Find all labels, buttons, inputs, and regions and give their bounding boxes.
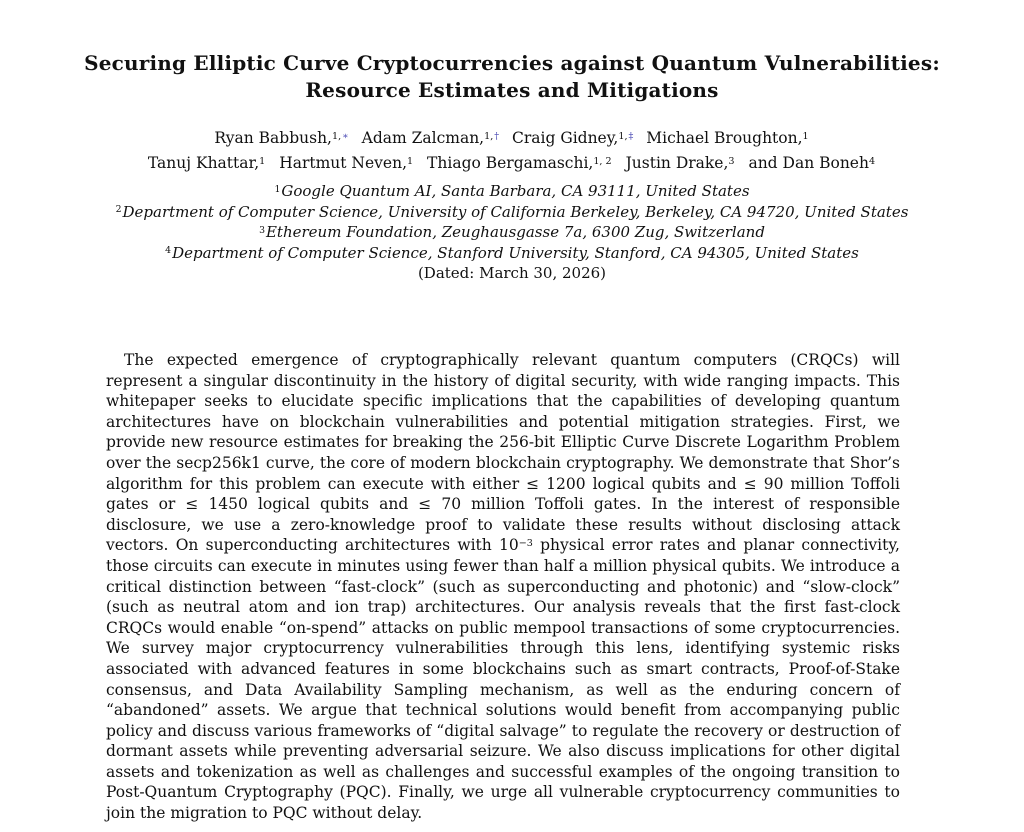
author-line-2 [0, 151, 1024, 176]
paper-title [0, 0, 1024, 104]
paper-title-line-1: Securing Elliptic Curve Cryptocurrencies against Quantum Vulnerabilities: [84, 51, 940, 75]
affiliation-2: $^2$Department of Computer Science, University of California Berkeley, Berkeley, CA 94720, United States [115, 202, 909, 221]
affiliation-number: 1 [274, 183, 281, 195]
abstract-text-part-1: The expected emergence of cryptographically relevant quantum computers (CRQCs) will represent a singular discontinuity in the history of digital security, with wide ranging impacts. This whitepaper seeks to elucidate specific implications that the capabilities of developing quantum architectures have on blockchain vulnerabilities and potential mitigation strategies. First, we provide new resource estimates for breaking the 256-bit Elliptic Curve Discrete Logarithm Problem over the secp256k1 curve, the core of modern blockchain cryptography. We demonstrate that Shor’s algorithm for this problem can execute with either ≤ 1200 logical qubits and ≤ 90 million Toffoli gates or ≤ 1450 logical qubits and ≤ 70 million Toffoli gates. In the interest of responsible disclosure, we use a zero-knowledge proof to validate these results without disclosing attack vectors. On superconducting architectures with 10 [106, 351, 900, 555]
affiliation-number: 2 [115, 204, 122, 216]
author-footnote-markers: 3 [728, 155, 735, 167]
author-michael-broughton: Michael Broughton,$^1$ [646, 129, 809, 147]
abstract-exponent: −3 [518, 538, 533, 550]
author-thiago-bergamaschi: Thiago Bergamaschi,$^{1, 2}$ [427, 154, 612, 172]
author-footnote-markers: 1,† [484, 130, 500, 142]
author-footnote-markers: 1 [407, 155, 414, 167]
author-tanuj-khattar: Tanuj Khattar,$^1$ [147, 154, 266, 172]
author-list [0, 126, 1024, 176]
paper-title-line-2: Resource Estimates and Mitigations [305, 78, 719, 102]
affiliation-1: $^1$Google Quantum AI, Santa Barbara, CA 93111, United States [274, 182, 750, 200]
affiliation-number: 4 [165, 245, 172, 257]
author-hartmut-neven: Hartmut Neven,$^1$ [279, 154, 414, 172]
author-justin-drake: Justin Drake,$^3$ [625, 154, 735, 172]
abstract-paragraph [106, 350, 900, 824]
author-footnote-markers: 1,∗ [332, 130, 349, 142]
author-craig-gidney: Craig Gidney,$^{1,\ddagger}$ [512, 129, 634, 147]
affiliation-number: 3 [259, 224, 265, 236]
author-footnote-markers: 1 [802, 130, 809, 142]
affiliation-list [0, 181, 1024, 263]
author-footnote-markers: 1,‡ [618, 130, 634, 142]
affiliation-4: $^4$Department of Computer Science, Stanford University, Stanford, CA 94305, United States [165, 243, 859, 262]
author-footnote-markers: 1 [259, 155, 266, 167]
author-dan-boneh: and Dan Boneh$^4$ [748, 154, 876, 172]
affiliation-3: $^3$Ethereum Foundation, Zeughausgasse 7a, 6300 Zug, Switzerland [259, 223, 765, 241]
author-line-1 [0, 126, 1024, 151]
abstract-text-part-2: physical error rates and planar connectivity, those circuits can execute in minutes using fewer than half a million physical qubits. We introduce a critical distinction between “fast-clock” (such as superconducting and photonic) and “slow-clock” (such as neutral atom and ion trap) architectures. Our analysis reveals that the first fast-clock CRQCs would enable “on-spend” attacks on public mempool transactions of some cryptocurrencies. We survey major cryptocurrency vulnerabilities through this lens, identifying systemic risks associated with advanced features in some blockchains such as smart contracts, Proof-of-Stake consensus, and Data Availability Sampling mechanism, as well as the enduring concern of “abandoned” assets. We argue that technical solutions would benefit from accompanying public policy and discuss various frameworks of “digital salvage” to regulate the recovery or destruction of dormant assets while preventing adversarial seizure. We also discuss implications for other digital assets and tokenization as well as challenges and successful examples of the ongoing transition to Post-Quantum Cryptography (PQC). Finally, we urge all vulnerable cryptocurrency communities to join the migration to PQC without delay. [106, 536, 900, 823]
author-ryan-babbush: Ryan Babbush,$^{1,∗}$ [214, 129, 349, 147]
dated-line: (Dated: March 30, 2026) [417, 264, 607, 282]
author-footnote-markers: 1, 2 [593, 155, 612, 167]
author-adam-zalcman: Adam Zalcman,$^{1,\dagger}$ [361, 129, 500, 147]
author-footnote-markers: 4 [868, 155, 876, 167]
